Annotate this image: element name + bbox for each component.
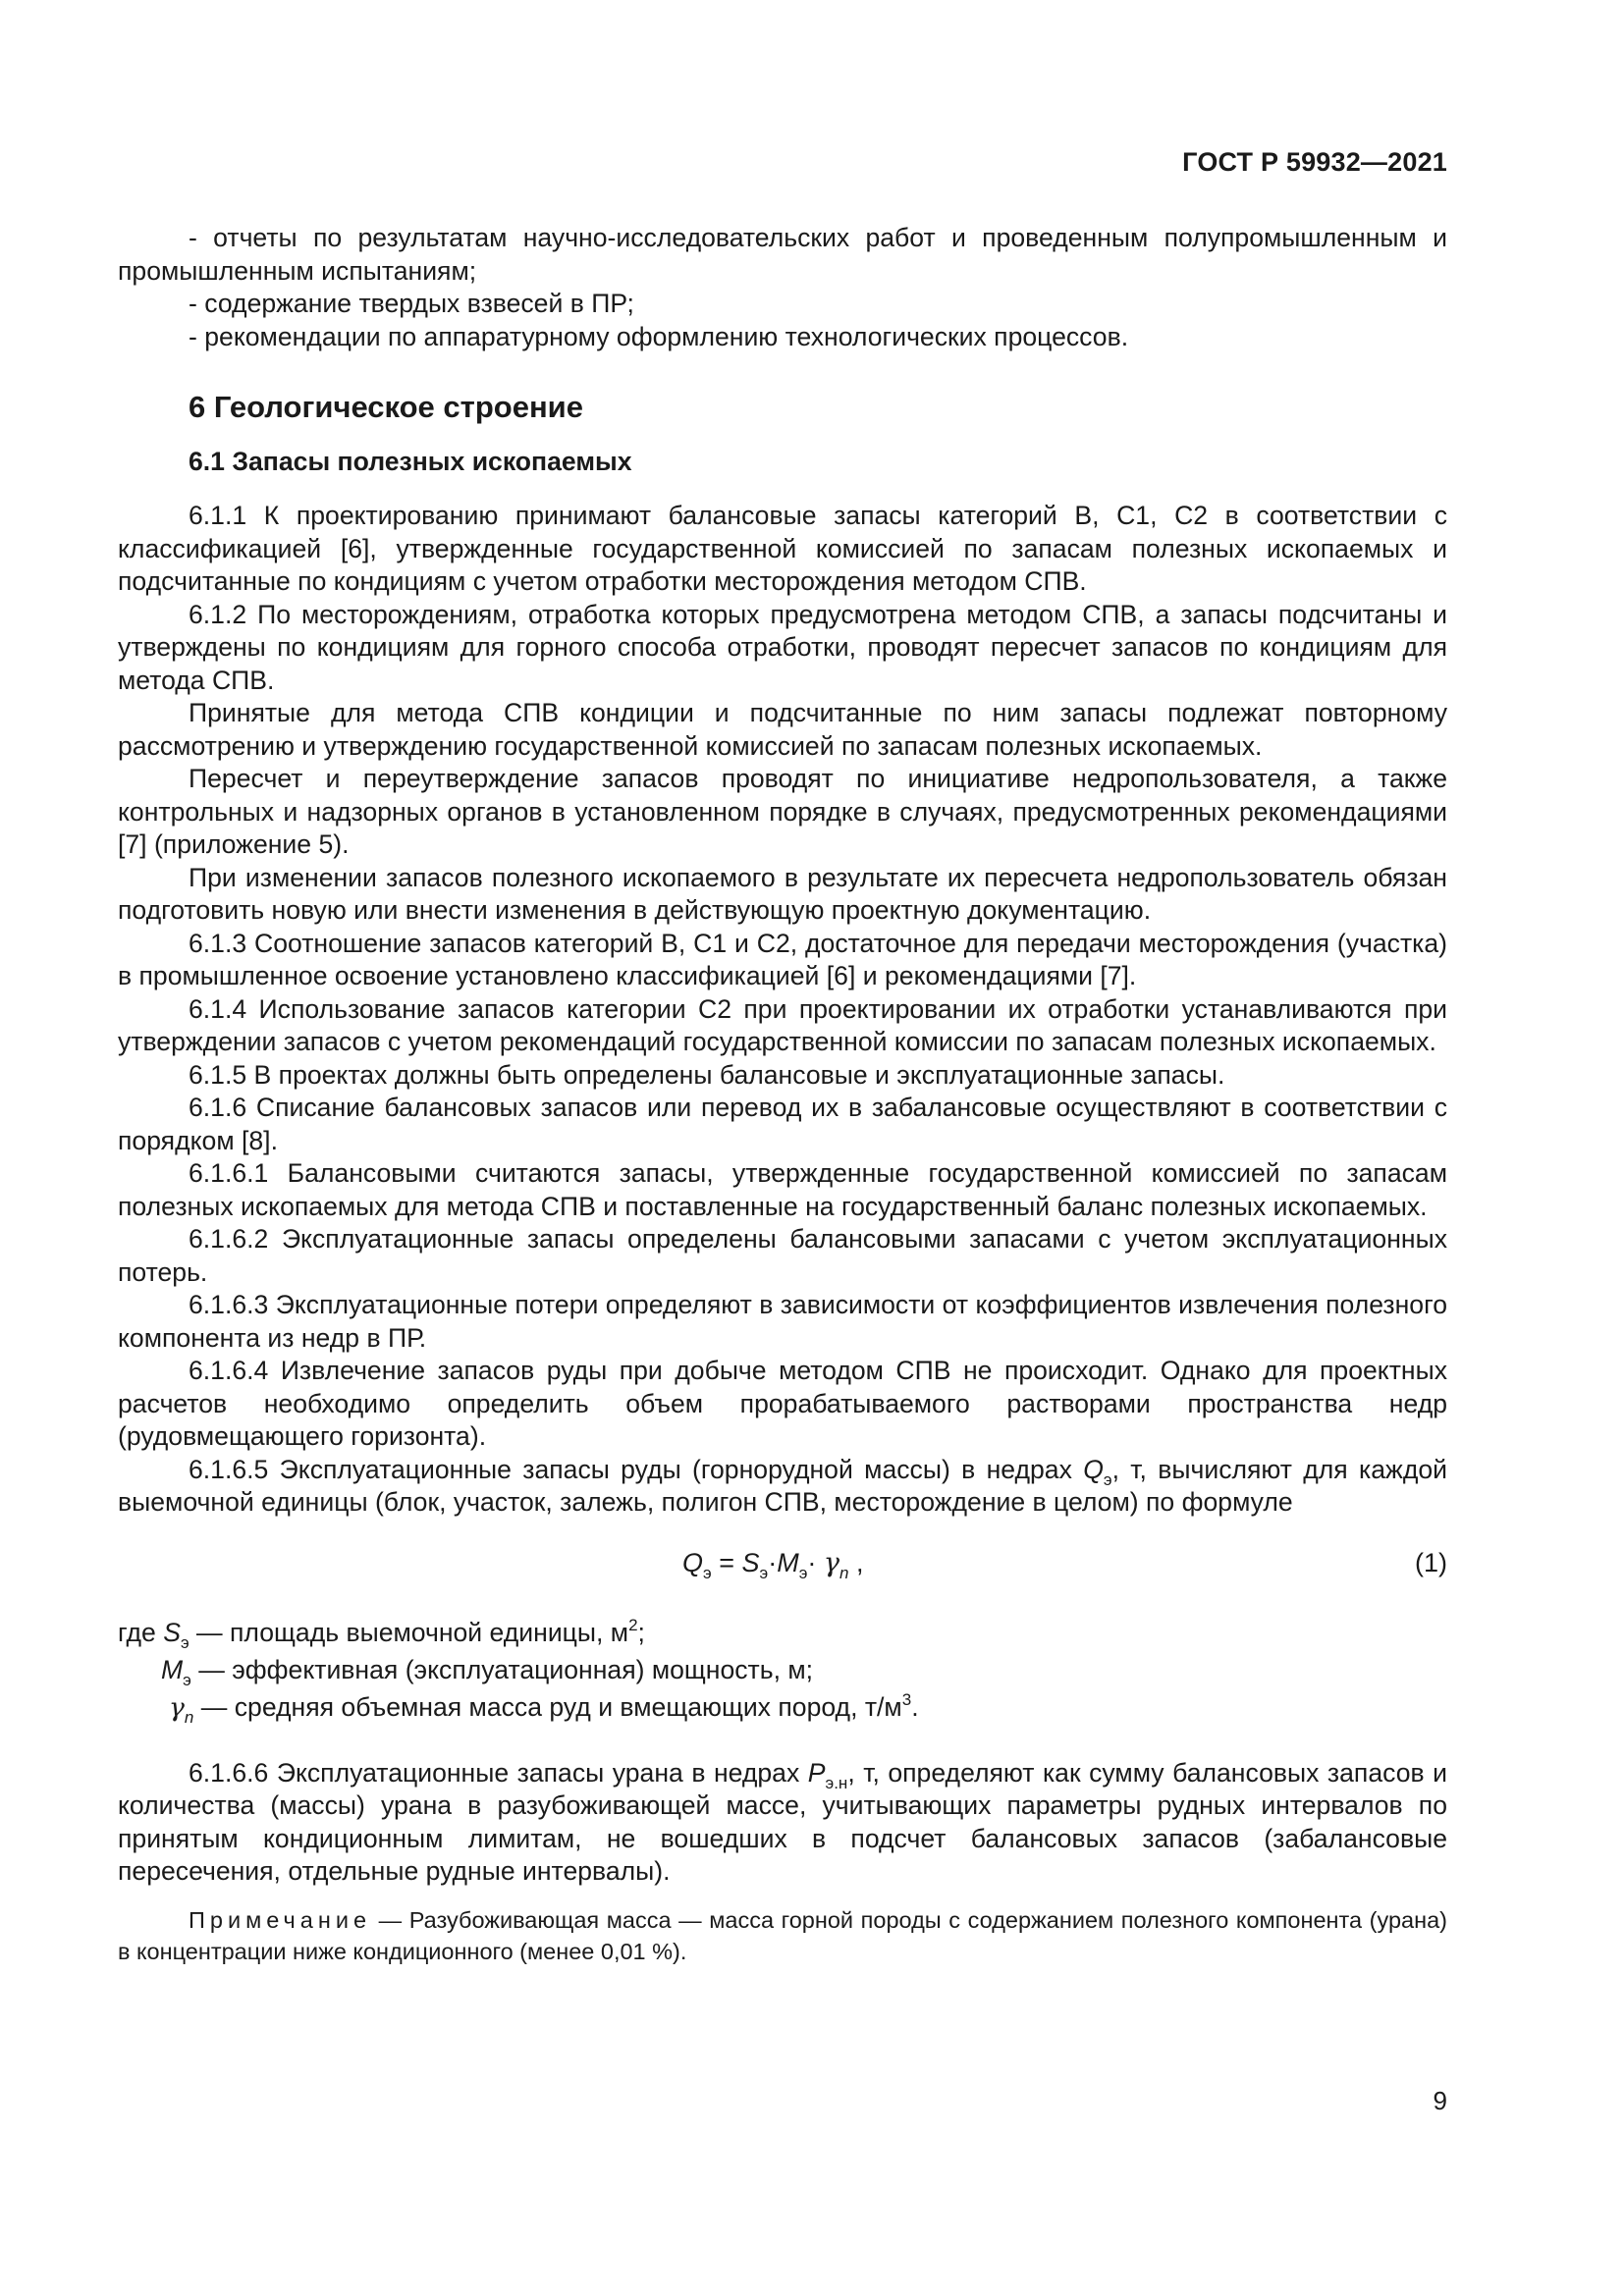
symbol-subscript: n <box>184 1707 194 1727</box>
formula-equals: = <box>711 1547 742 1577</box>
subsection-title: 6.1 Запасы полезных ископаемых <box>189 447 632 476</box>
symbol-gamma: γ <box>169 1691 185 1723</box>
definition-row <box>118 1614 1447 1651</box>
formula-subscript: n <box>839 1563 849 1582</box>
symbol-subscript: э <box>1103 1469 1112 1489</box>
symbol-definitions <box>118 1614 1447 1726</box>
where-prefix: где <box>118 1617 164 1647</box>
symbol-subscript: э.н <box>825 1773 848 1792</box>
paragraph: 6.1.3 Соотношение запасов категорий B, C1 и C2, достаточное для передачи месторождения (участка) в промышленное освоение установлено классификацией [6] и рекомендациями [7]. <box>118 928 1447 990</box>
formula-subscript: э <box>798 1563 808 1582</box>
definition-text: — площадь выемочной единицы, м <box>196 1617 629 1647</box>
definition-symbol <box>161 1651 813 1688</box>
list-item: - отчеты по результатам научно-исследовательских работ и проведенным полупромышленным и промышленным испытаниям; <box>118 223 1447 286</box>
text-run: , т, вычисляют для каждой выемочной единицы (блок, участок, залежь, полигон СПВ, месторождение в целом) по формуле <box>118 1454 1448 1517</box>
formula-q: Q <box>682 1547 704 1577</box>
paragraph: 6.1.6.1 Балансовыми считаются запасы, утвержденные государственной комиссией по запасам полезных ископаемых для метода СПВ и поставленные на государственный баланс полезных ископаемых. <box>118 1158 1447 1221</box>
definition-superscript: 2 <box>628 1615 638 1634</box>
formula-dot: · <box>768 1547 778 1577</box>
formula <box>682 1543 864 1583</box>
paragraph: 6.1.6.4 Извлечение запасов руды при добыче методом СПВ не происходит. Однако для проектных расчетов необходимо определить объем прорабатываемого растворами пространства недр (рудовмещающего горизонта). <box>118 1356 1447 1451</box>
formula-dot: · <box>807 1547 824 1577</box>
definition-text: — средняя объемная масса руд и вмещающих пород, т/м <box>200 1691 902 1722</box>
document-code: ГОСТ Р 59932—2021 <box>1182 147 1447 177</box>
definition-superscript: 3 <box>901 1689 912 1709</box>
paragraph: 6.1.6.3 Эксплуатационные потери определяют в зависимости от коэффициентов извлечения полезного компонента из недр в ПР. <box>118 1290 1447 1353</box>
paragraph: 6.1.6.2 Эксплуатационные запасы определены балансовыми запасами с учетом эксплуатационных потерь. <box>118 1224 1447 1287</box>
formula-row <box>118 1543 1447 1586</box>
definition-end: ; <box>637 1617 645 1647</box>
list-item: - содержание твердых взвесей в ПР; <box>189 289 634 318</box>
formula-gamma: γ <box>823 1547 840 1578</box>
definition-row <box>118 1688 1447 1726</box>
definition-row <box>118 1651 1447 1688</box>
text-run: 6.1.6.6 Эксплуатационные запасы урана в недрах <box>189 1757 808 1788</box>
symbol-q: Q <box>1083 1454 1104 1484</box>
formula-comma: , <box>848 1547 864 1577</box>
paragraph: При изменении запасов полезного ископаемого в результате их пересчета недропользователь обязан подготовить новую или внести изменения в действующую проектную документацию. <box>118 862 1447 925</box>
definition-symbol <box>118 1614 645 1651</box>
note-text: — Разубоживающая масса — масса горной породы с содержанием полезного компонента (урана) в концентрации ниже кондиционного (менее 0,01 %). <box>118 1906 1447 1964</box>
paragraph: 6.1.5 В проектах должны быть определены балансовые и эксплуатационные запасы. <box>189 1059 1225 1090</box>
formula-s: S <box>741 1547 760 1577</box>
definition-symbol <box>169 1688 919 1727</box>
paragraph: 6.1.2 По месторождениям, отработка которых предусмотрена методом СПВ, а запасы подсчитаны и утверждены по кондициям для горного способа отработки, проводят пересчет запасов по кондициям для метода СПВ. <box>118 599 1447 695</box>
list-item: - рекомендации по аппаратурному оформлению технологических процессов. <box>189 321 1129 351</box>
formula-subscript: э <box>703 1563 712 1582</box>
symbol-subscript: э <box>183 1670 191 1689</box>
paragraph-6-1-6-5 <box>118 1454 1447 1520</box>
symbol-s: S <box>163 1617 181 1647</box>
symbol-p: P <box>807 1757 826 1788</box>
formula-m: M <box>777 1547 799 1577</box>
note <box>118 1904 1447 1967</box>
document-body <box>118 222 1447 1967</box>
page-number: 9 <box>1433 2086 1447 2115</box>
symbol-m: M <box>161 1654 184 1684</box>
equation-number: (1) <box>1415 1547 1447 1577</box>
formula-subscript: э <box>759 1563 769 1582</box>
text-run: 6.1.6.5 Эксплуатационные запасы руды (горнорудной массы) в недрах <box>189 1454 1084 1484</box>
paragraph: 6.1.4 Использование запасов категории С2 при проектировании их отработки устанавливаются при утверждении запасов с учетом рекомендаций государственной комиссии по запасам полезных ископаемых. <box>118 993 1447 1056</box>
definition-end: . <box>911 1691 919 1722</box>
symbol-subscript: э <box>180 1632 189 1652</box>
text-run: , т, определяют как сумму балансовых запасов и количества (массы) урана в разубоживающей массе, учитывающих параметры рудных интервалов по принятым кондиционным лимитам, не вошедших в подсчет балансовых запасов (забалансовые пересечения, отдельные рудные интервалы). <box>118 1757 1447 1886</box>
definition-text: — эффективная (эксплуатационная) мощность, м; <box>198 1654 814 1684</box>
document-page <box>118 0 1447 2296</box>
paragraph: Принятые для метода СПВ кондиции и подсчитанные по ним запасы подлежат повторному рассмотрению и утверждению государственной комиссией по запасам полезных ископаемых. <box>118 698 1447 761</box>
section-title: 6 Геологическое строение <box>189 390 583 424</box>
paragraph: 6.1.1 К проектированию принимают балансовые запасы категорий B, C1, C2 в соответствии с классификацией [6], утвержденные государственной комиссией по запасам полезных ископаемых и подсчитанные по кондициям с учетом отработки месторождения методом СПВ. <box>118 501 1447 596</box>
paragraph: Пересчет и переутверждение запасов проводят по инициативе недропользователя, а также контрольных и надзорных органов в установленном порядке в случаях, предусмотренных рекомендациями [7] (приложение 5). <box>118 764 1447 859</box>
paragraph-6-1-6-6 <box>118 1757 1447 1889</box>
paragraph: 6.1.6 Списание балансовых запасов или перевод их в забалансовые осуществляют в соответствии с порядком [8]. <box>118 1093 1447 1155</box>
note-label: Примечание <box>189 1906 372 1933</box>
